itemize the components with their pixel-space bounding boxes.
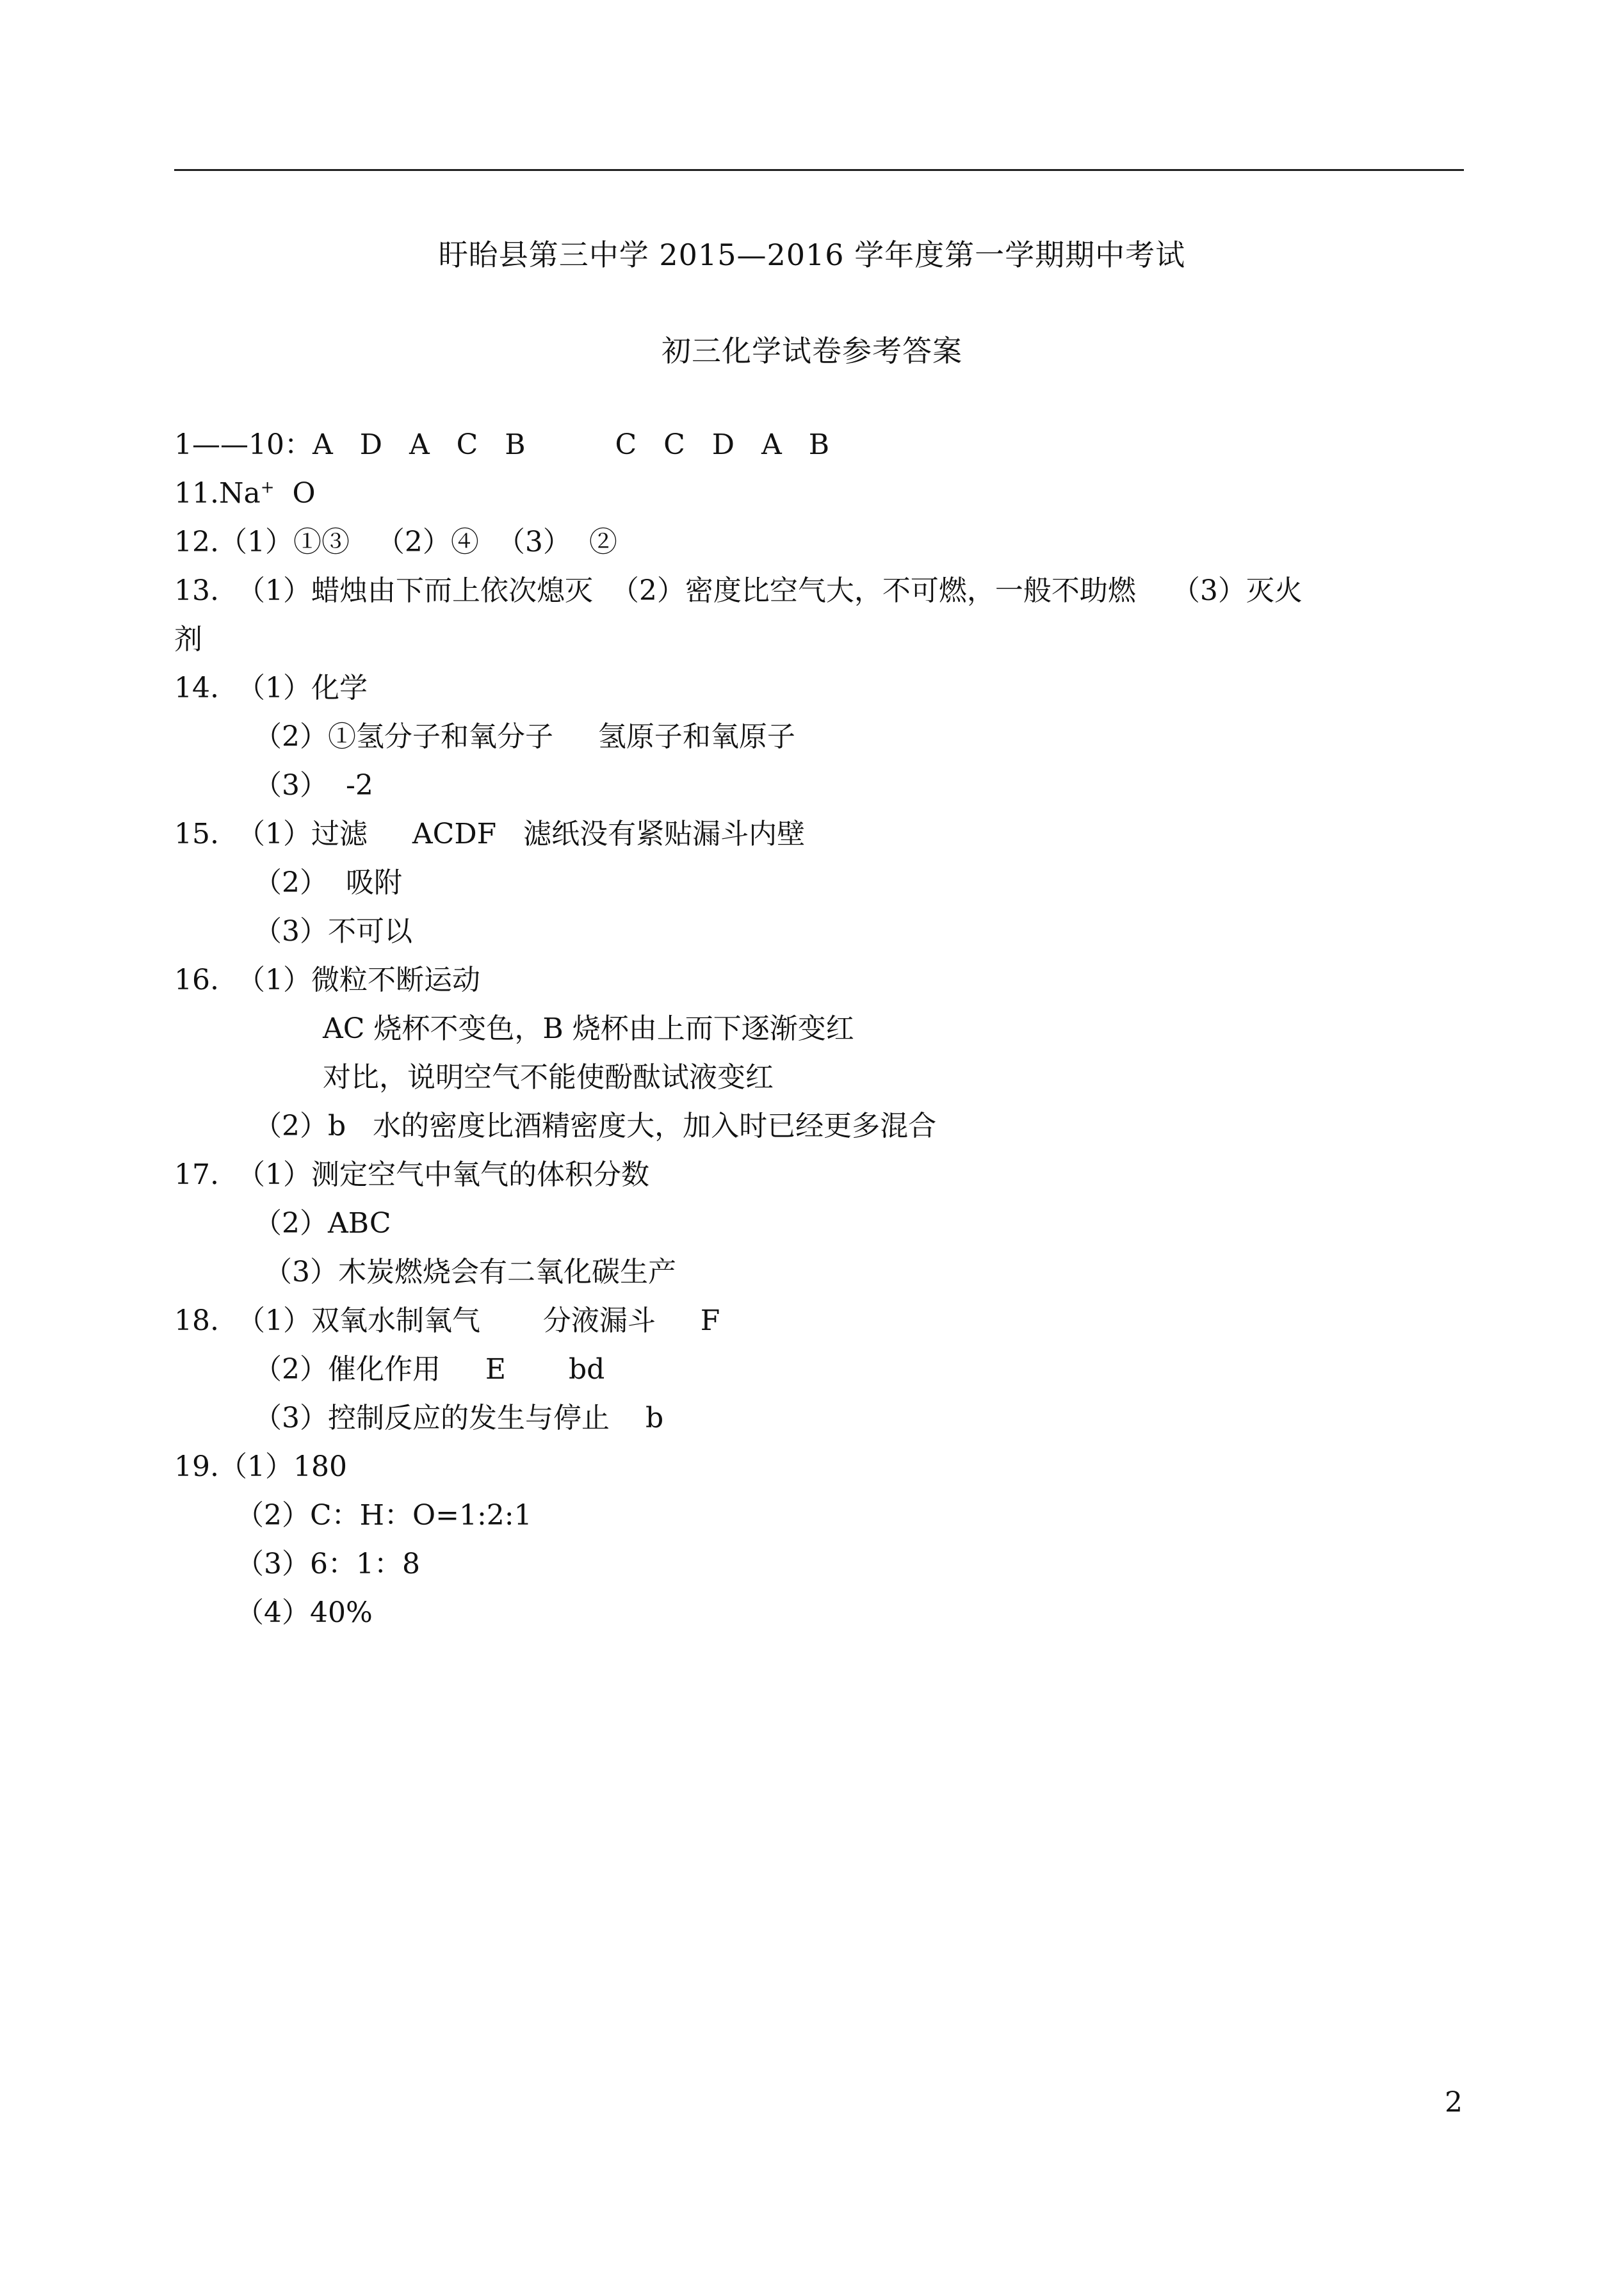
answer-line-16-1b: AC 烧杯不变色，B 烧杯由上而下逐渐变红 (323, 1012, 854, 1045)
answer-line-1-10: 1——10：A D A C B C C D A B (174, 428, 830, 461)
answer-line-17-3: （3）木炭燃烧会有二氧化碳生产 (264, 1256, 676, 1288)
answer-line-19-4: （4）40% (236, 1596, 373, 1629)
header-rule (174, 169, 1464, 171)
document-title: 盱眙县第三中学 2015—2016 学年度第一学期期中考试 (438, 238, 1186, 272)
answer-line-18-2: （2）催化作用 E bd (254, 1353, 605, 1386)
answer-line-17-2: （2）ABC (254, 1207, 391, 1240)
document-subtitle: 初三化学试卷参考答案 (662, 334, 962, 368)
answer-11-superscript: + (260, 478, 275, 498)
answer-line-19-3: （3）6：1：8 (236, 1548, 420, 1580)
answer-11-text: 11.Na (174, 477, 261, 510)
answer-line-15-2: （2） 吸附 (254, 866, 402, 899)
answer-line-13: 13. （1）蜡烛由下而上依次熄灭 （2）密度比空气大，不可燃，一般不助燃 （3）灭火 (174, 574, 1303, 607)
answer-line-14-3: （3） -2 (254, 769, 373, 802)
answer-line-19-2: （2）C：H：O=1:2:1 (236, 1499, 532, 1532)
answer-line-11 (174, 469, 1464, 518)
answer-line-18-3: （3）控制反应的发生与停止 b (254, 1402, 664, 1434)
answer-line-13-cont: 剂 (174, 623, 202, 656)
answer-line-16: 16. （1）微粒不断运动 (174, 964, 480, 996)
answer-line-12: 12.（1）①③ （2）④ （3） ② (174, 526, 617, 558)
answer-line-15: 15. （1）过滤 ACDF 滤纸没有紧贴漏斗内壁 (174, 818, 806, 850)
answer-line-16-2: （2）b 水的密度比酒精密度大，加入时已经更多混合 (254, 1110, 937, 1142)
answer-line-15-3: （3）不可以 (254, 915, 412, 948)
page-number: 2 (1445, 2086, 1463, 2119)
answer-line-14-2: （2）①氢分子和氧分子 氢原子和氧原子 (254, 720, 795, 753)
answer-line-17: 17. （1）测定空气中氧气的体积分数 (174, 1158, 649, 1191)
answer-line-16-1c: 对比，说明空气不能使酚酞试液变红 (323, 1061, 774, 1094)
answer-list (174, 421, 1464, 1637)
answer-line-14: 14. （1）化学 (174, 672, 368, 704)
answer-11-after: O (274, 477, 316, 510)
answer-line-19: 19.（1）180 (174, 1450, 347, 1483)
answer-line-18: 18. （1）双氧水制氧气 分液漏斗 F (174, 1304, 720, 1337)
